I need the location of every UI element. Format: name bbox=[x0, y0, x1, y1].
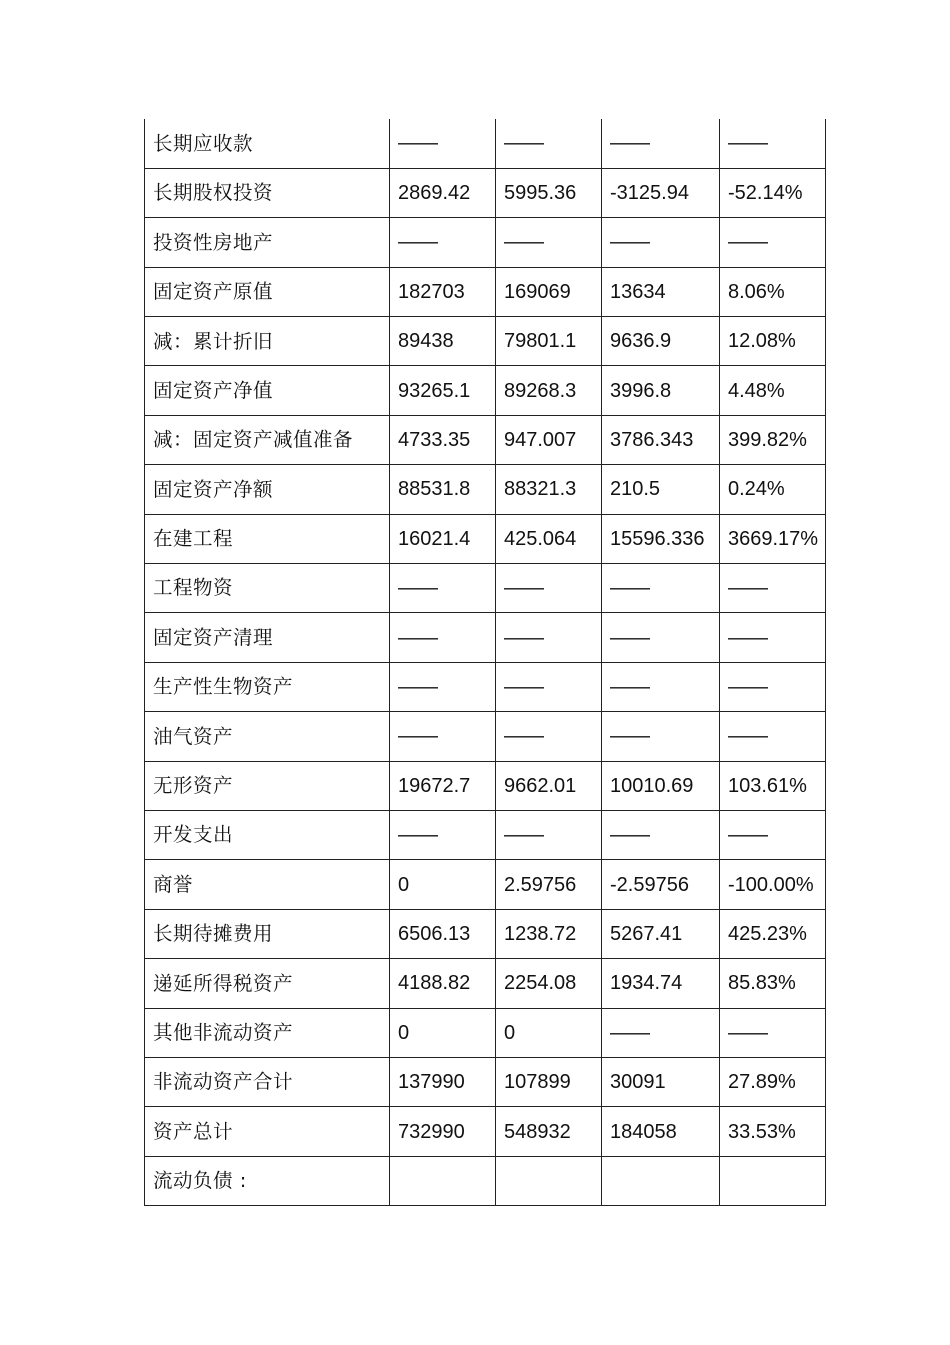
cell-value-1: —— bbox=[390, 662, 496, 711]
table-row bbox=[145, 267, 826, 316]
table-row bbox=[145, 218, 826, 267]
cell-value-1: —— bbox=[390, 712, 496, 761]
row-label: 流动负债 : bbox=[145, 1156, 390, 1205]
cell-value-2: —— bbox=[496, 564, 602, 613]
cell-value-2: 5995.36 bbox=[496, 168, 602, 217]
table-row bbox=[145, 317, 826, 366]
row-label: 长期应收款 bbox=[145, 119, 390, 168]
table-row bbox=[145, 465, 826, 514]
cell-value-1: 0 bbox=[390, 1008, 496, 1057]
cell-value-3: —— bbox=[602, 662, 720, 711]
table-row bbox=[145, 366, 826, 415]
cell-value-3: 5267.41 bbox=[602, 909, 720, 958]
cell-value-3: -3125.94 bbox=[602, 168, 720, 217]
table-row bbox=[145, 959, 826, 1008]
table-row bbox=[145, 860, 826, 909]
cell-value-3: —— bbox=[602, 613, 720, 662]
cell-value-4: —— bbox=[720, 218, 826, 267]
cell-value-3: 30091 bbox=[602, 1057, 720, 1106]
cell-value-1: 732990 bbox=[390, 1107, 496, 1156]
cell-value-4: 3669.17% bbox=[720, 514, 826, 563]
row-label: 固定资产原值 bbox=[145, 267, 390, 316]
cell-value-2: 88321.3 bbox=[496, 465, 602, 514]
cell-value-1: 19672.7 bbox=[390, 761, 496, 810]
cell-value-3: —— bbox=[602, 218, 720, 267]
row-label: 商誉 bbox=[145, 860, 390, 909]
cell-value-4: —— bbox=[720, 712, 826, 761]
cell-value-4: —— bbox=[720, 810, 826, 859]
cell-value-2: 169069 bbox=[496, 267, 602, 316]
row-label: 工程物资 bbox=[145, 564, 390, 613]
cell-value-2: 107899 bbox=[496, 1057, 602, 1106]
cell-value-2: 79801.1 bbox=[496, 317, 602, 366]
cell-value-2: —— bbox=[496, 119, 602, 168]
row-label: 固定资产净值 bbox=[145, 366, 390, 415]
cell-value-3: —— bbox=[602, 712, 720, 761]
cell-value-3 bbox=[602, 1156, 720, 1205]
cell-value-4: 103.61% bbox=[720, 761, 826, 810]
cell-value-2: 425.064 bbox=[496, 514, 602, 563]
row-label: 递延所得税资产 bbox=[145, 959, 390, 1008]
cell-value-2: 9662.01 bbox=[496, 761, 602, 810]
table-row bbox=[145, 1008, 826, 1057]
cell-value-2: —— bbox=[496, 662, 602, 711]
cell-value-3: 184058 bbox=[602, 1107, 720, 1156]
cell-value-2: —— bbox=[496, 712, 602, 761]
cell-value-2: —— bbox=[496, 810, 602, 859]
cell-value-1: —— bbox=[390, 564, 496, 613]
cell-value-2: 947.007 bbox=[496, 415, 602, 464]
cell-value-2: 548932 bbox=[496, 1107, 602, 1156]
row-label: 生产性生物资产 bbox=[145, 662, 390, 711]
table-row bbox=[145, 909, 826, 958]
table-row bbox=[145, 1057, 826, 1106]
cell-value-1: 2869.42 bbox=[390, 168, 496, 217]
cell-value-1: 4733.35 bbox=[390, 415, 496, 464]
row-label: 减：固定资产减值准备 bbox=[145, 415, 390, 464]
cell-value-4: 425.23% bbox=[720, 909, 826, 958]
cell-value-2: —— bbox=[496, 613, 602, 662]
row-label: 长期待摊费用 bbox=[145, 909, 390, 958]
cell-value-4: 0.24% bbox=[720, 465, 826, 514]
table-row bbox=[145, 415, 826, 464]
row-label: 在建工程 bbox=[145, 514, 390, 563]
cell-value-4: —— bbox=[720, 1008, 826, 1057]
cell-value-4: 4.48% bbox=[720, 366, 826, 415]
cell-value-3: —— bbox=[602, 119, 720, 168]
cell-value-3: 3786.343 bbox=[602, 415, 720, 464]
cell-value-3: 3996.8 bbox=[602, 366, 720, 415]
cell-value-4: 27.89% bbox=[720, 1057, 826, 1106]
cell-value-4: 33.53% bbox=[720, 1107, 826, 1156]
cell-value-2: 2254.08 bbox=[496, 959, 602, 1008]
row-label: 固定资产清理 bbox=[145, 613, 390, 662]
cell-value-3: -2.59756 bbox=[602, 860, 720, 909]
row-label: 固定资产净额 bbox=[145, 465, 390, 514]
row-label: 长期股权投资 bbox=[145, 168, 390, 217]
cell-value-2: —— bbox=[496, 218, 602, 267]
cell-value-4: 85.83% bbox=[720, 959, 826, 1008]
cell-value-4: —— bbox=[720, 613, 826, 662]
cell-value-1: 89438 bbox=[390, 317, 496, 366]
row-label: 无形资产 bbox=[145, 761, 390, 810]
cell-value-3: 1934.74 bbox=[602, 959, 720, 1008]
cell-value-1: 88531.8 bbox=[390, 465, 496, 514]
table-row bbox=[145, 564, 826, 613]
table-row bbox=[145, 761, 826, 810]
row-label: 资产总计 bbox=[145, 1107, 390, 1156]
table-row bbox=[145, 712, 826, 761]
table-row bbox=[145, 168, 826, 217]
table-row bbox=[145, 119, 826, 168]
cell-value-4: —— bbox=[720, 564, 826, 613]
cell-value-1: —— bbox=[390, 119, 496, 168]
cell-value-1: —— bbox=[390, 218, 496, 267]
cell-value-1: 4188.82 bbox=[390, 959, 496, 1008]
cell-value-4: 12.08% bbox=[720, 317, 826, 366]
row-label: 油气资产 bbox=[145, 712, 390, 761]
cell-value-3: 9636.9 bbox=[602, 317, 720, 366]
cell-value-4: —— bbox=[720, 119, 826, 168]
cell-value-1: —— bbox=[390, 810, 496, 859]
cell-value-1: 93265.1 bbox=[390, 366, 496, 415]
cell-value-3: —— bbox=[602, 810, 720, 859]
cell-value-4: -100.00% bbox=[720, 860, 826, 909]
table-row bbox=[145, 662, 826, 711]
cell-value-3: 10010.69 bbox=[602, 761, 720, 810]
table-row bbox=[145, 810, 826, 859]
cell-value-1: 6506.13 bbox=[390, 909, 496, 958]
cell-value-1 bbox=[390, 1156, 496, 1205]
table-row bbox=[145, 613, 826, 662]
cell-value-1: 182703 bbox=[390, 267, 496, 316]
table-body bbox=[145, 119, 826, 1206]
cell-value-2: 1238.72 bbox=[496, 909, 602, 958]
cell-value-2: 2.59756 bbox=[496, 860, 602, 909]
row-label: 投资性房地产 bbox=[145, 218, 390, 267]
row-label: 其他非流动资产 bbox=[145, 1008, 390, 1057]
cell-value-3: 15596.336 bbox=[602, 514, 720, 563]
row-label: 减：累计折旧 bbox=[145, 317, 390, 366]
cell-value-4: 8.06% bbox=[720, 267, 826, 316]
table-row bbox=[145, 1156, 826, 1205]
cell-value-4: —— bbox=[720, 662, 826, 711]
cell-value-1: —— bbox=[390, 613, 496, 662]
cell-value-1: 16021.4 bbox=[390, 514, 496, 563]
cell-value-3: —— bbox=[602, 564, 720, 613]
table-row bbox=[145, 1107, 826, 1156]
cell-value-2: 89268.3 bbox=[496, 366, 602, 415]
cell-value-3: 210.5 bbox=[602, 465, 720, 514]
cell-value-2: 0 bbox=[496, 1008, 602, 1057]
cell-value-1: 0 bbox=[390, 860, 496, 909]
table-row bbox=[145, 514, 826, 563]
cell-value-4 bbox=[720, 1156, 826, 1205]
cell-value-2 bbox=[496, 1156, 602, 1205]
row-label: 开发支出 bbox=[145, 810, 390, 859]
cell-value-3: —— bbox=[602, 1008, 720, 1057]
cell-value-3: 13634 bbox=[602, 267, 720, 316]
cell-value-1: 137990 bbox=[390, 1057, 496, 1106]
cell-value-4: -52.14% bbox=[720, 168, 826, 217]
balance-sheet-table bbox=[144, 119, 826, 1206]
cell-value-4: 399.82% bbox=[720, 415, 826, 464]
row-label: 非流动资产合计 bbox=[145, 1057, 390, 1106]
